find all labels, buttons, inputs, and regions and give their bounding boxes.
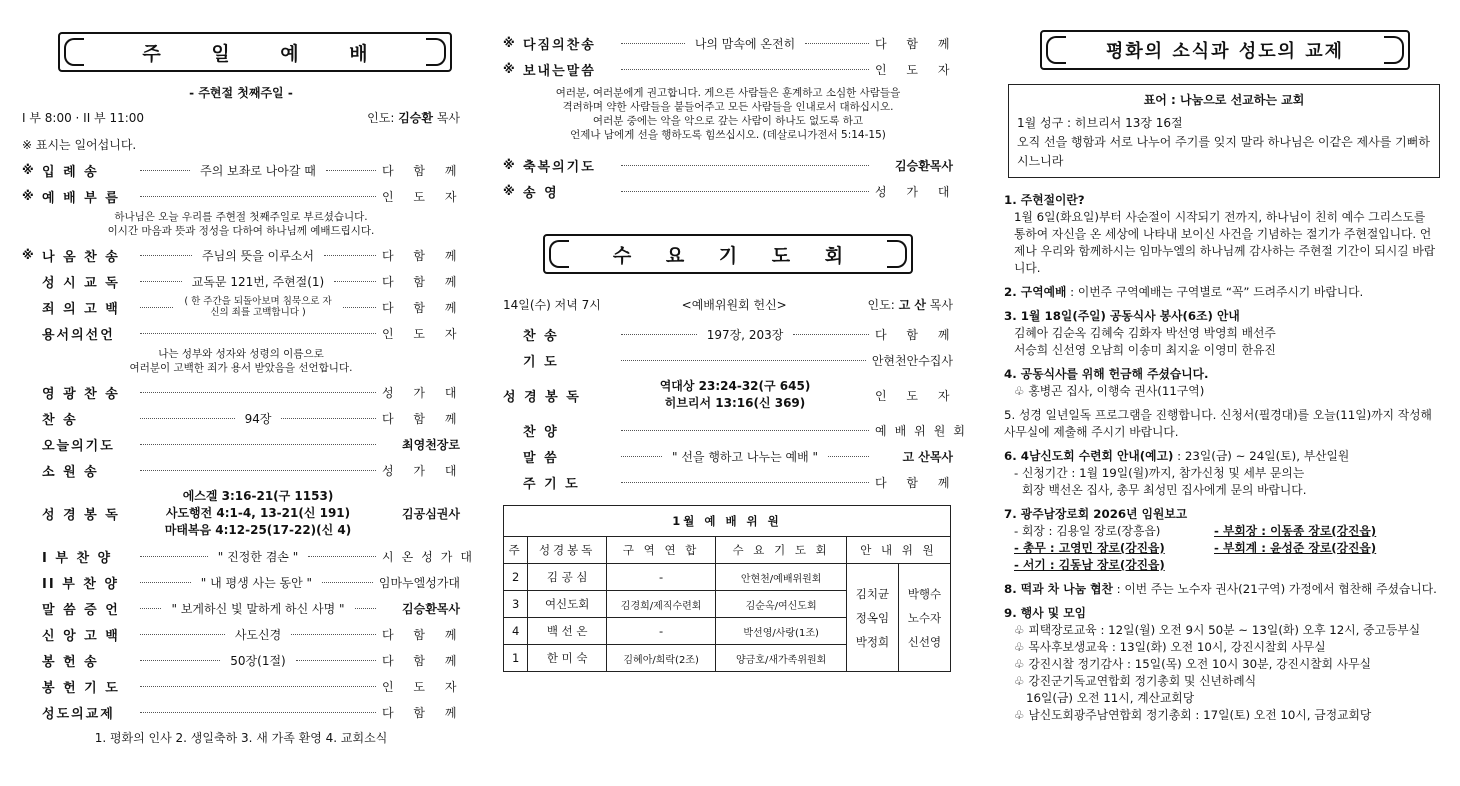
table-row: 3 여신도회 김경희/제직수련회 김순옥/여신도회 <box>504 591 951 618</box>
order-item: I 부 찬 양 " 진정한 겸손 " 시온성가대 <box>42 549 480 566</box>
service-times-row <box>22 109 460 126</box>
wednesday-presider: 인도: 고 산 목사 <box>867 298 953 312</box>
news-item: 8. 떡과 차 나눔 협찬 : 이번 주는 노수자 권사(21구역) 가정에서 협찬해 주셨습니다. <box>1004 582 1437 596</box>
order-item: ※ 축복의기도 김승환목사 <box>503 158 953 175</box>
order-item: 찬 양 예배위원회 <box>523 423 973 440</box>
committee-table: 1월 예 배 위 원 주 성경봉독 구 역 연 합 수 요 기 도 회 안 내 위 원 2 김 공 심 - 안현천/예배위원회 김치균 정옥임 박정희 박행수 노수자 신선영 3 여신도회 김경희/제직수련회 김순옥/여신도회 4 백 선 온 - 박선영/사랑(1조) 1 한 미 숙 김혜아/희락(2조) 양금호/새가족위원회 <box>503 505 951 672</box>
order-item: ※ 예 배 부 름 인 도 자 <box>22 189 465 206</box>
news-item: 6. 4남신도회 수련회 안내(예고) : 23일(금) ~ 24일(토), 부산일원 - 신청기간 : 1월 19일(월)까지, 참가신청 및 세부 문의는 회장 백선온 집사, 총무 최성민 집사에게 문의 바랍니다. <box>1004 449 1350 497</box>
order-item: 죄 의 고 백 ( 한 주간을 되돌아보며 침묵으로 자신의 죄를 고백합니다 ) 다 함 께 <box>42 296 465 318</box>
worship-order <box>22 157 465 483</box>
standing-note: ※ 표시는 일어섭니다. <box>22 138 137 152</box>
scripture-passages: 에스겔 3:16-21(구 1153) 사도행전 4:1-4, 13-21(신 191) 마태복음 4:12-25(17-22)(신 4) <box>164 488 352 537</box>
verse-ref: 1월 성구 : 히브리서 13장 16절 <box>1017 116 1183 130</box>
order-item: ※ 나 옴 찬 송 주님의 뜻을 이루소서 다 함 께 <box>22 248 465 265</box>
fellowship-list: 1. 평화의 인사 2. 생일축하 3. 새 가족 환영 4. 교회소식 <box>94 731 388 745</box>
worship-banner <box>58 32 452 72</box>
order-item: II 부 찬 양 " 내 평생 사는 동안 " 임마누엘성가대 <box>42 575 461 592</box>
order-item: 성 시 교 독 교독문 121번, 주현절(1) 다 함 께 <box>42 274 465 291</box>
wednesday-order <box>503 321 958 373</box>
order-item: 찬 송 197장, 203장 다 함 께 <box>523 327 958 344</box>
order-item: 용서의선언 인 도 자 <box>42 326 465 343</box>
order-item: 말 씀 증 언 " 보게하신 빛 말하게 하신 사명 " 김승환목사 <box>42 601 460 618</box>
news-list <box>1004 192 1440 724</box>
wednesday-banner <box>543 234 913 274</box>
closing-order <box>503 30 958 82</box>
table-row: 4 백 선 온 - 박선영/사랑(1조) <box>504 618 951 645</box>
motto-box <box>1008 84 1440 178</box>
item-description: 나는 성부와 성자와 성령의 이름으로 여러분이 고백한 죄가 용서 받았음을 선언합니다. <box>129 348 353 374</box>
committee-title: 1월 예 배 위 원 <box>504 506 951 537</box>
worship-title: 주 일 예 배 <box>142 42 390 65</box>
order-item: 오늘의기도 최영천장로 <box>42 437 460 454</box>
news-column <box>1000 0 1440 731</box>
sending-words: 여러분, 여러분에게 권고합니다. 게으른 사람들은 훈계하고 소심한 사람들을 격려하며 약한 사람들을 붙들어주고 모든 사람들을 인내로서 대하십시오. 여러분 중에는 악을 악으로 갚는 사람이 하나도 없도록 하고 언제나 남에게 선을 행하도록 힘쓰십시오. (데살로니가전서 5:14-15) <box>555 87 901 141</box>
presider: 인도: 김승환 목사 <box>367 111 460 125</box>
order-item: 기 도 안현천안수집사 <box>523 353 953 370</box>
news-item: 2. 구역예배 : 이번주 구역예배는 구역별로 “꼭” 드려주시기 바랍니다. <box>1004 285 1364 299</box>
order-item: ※ 송 영 성 가 대 <box>503 184 958 201</box>
table-row: 2 김 공 심 - 안현천/예배위원회 김치균 정옥임 박정희 박행수 노수자 신선영 <box>504 564 951 591</box>
service-times: I 부 8:00 · II 부 11:00 <box>22 111 145 125</box>
order-item: 찬 송 94장 다 함 께 <box>42 411 465 428</box>
wednesday-info <box>503 296 953 313</box>
order-item: 말 씀 " 선을 행하고 나누는 예배 " 고 산목사 <box>523 449 954 466</box>
order-item: 소 원 송 성 가 대 <box>42 463 465 480</box>
order-item: 봉 헌 기 도 인 도 자 <box>42 679 465 696</box>
scripture-reading: 성 경 봉 독 에스겔 3:16-21(구 1153) 사도행전 4:1-4, 13-21(신 191) 마태복음 4:12-25(17-22)(신 4) 김공심권사 <box>42 488 460 537</box>
ushers-a: 김치균 정옥임 박정희 <box>846 564 898 672</box>
news-banner <box>1040 30 1410 70</box>
closing-order-2 <box>503 152 958 204</box>
worship-subtitle: - 주현절 첫째주일 - <box>189 86 293 100</box>
table-row: 1 한 미 숙 김혜아/희락(2조) 양금호/새가족위원회 <box>504 645 951 672</box>
wednesday-date: 14일(수) 저녁 7시 <box>503 298 601 312</box>
worship-order-2 <box>22 543 480 725</box>
order-item: ※ 보내는말씀 인 도 자 <box>503 62 958 79</box>
wednesday-order-2 <box>503 417 973 495</box>
news-item: 7. 광주남장로회 2026년 임원보고 - 회장 : 김용일 장로(장흥읍) - 부회장 : 이동종 장로(강진읍) - 총무 : 고영민 장로(강진읍) - 부회계 : 윤성준 장로(강진읍) - 서기 : 김동남 장로(강진읍) <box>1004 507 1377 572</box>
order-item: ※ 다짐의찬송 나의 맘속에 온전히 다 함 께 <box>503 36 958 53</box>
news-item: 4. 공동식사를 위해 헌금해 주셨습니다. ♧ 홍병곤 집사, 이행숙 권사(11구역) <box>1004 367 1209 398</box>
news-item: 1. 주현절이란? 1월 6일(화요일)부터 사순절이 시작되기 전까지, 하나님이 친히 예수 그리스도를 통하여 자신을 온 세상에 나타내 보이신 사건을 기념하는 절기가 주현절입니다. 언제나 우리와 함께하시는 임마누엘의 하나님께 감사하는 주현절 기간이 되시길 바랍니다. <box>1004 193 1436 275</box>
order-item: 주 기 도 다 함 께 <box>523 475 958 492</box>
item-description: 하나님은 오늘 우리를 주현절 첫째주일로 부르셨습니다. 이시간 마음과 뜻과 정성을 다하여 하나님께 예배드립시다. <box>107 211 375 237</box>
worship-column <box>22 0 480 746</box>
order-item: 신 앙 고 백 사도신경 다 함 께 <box>42 627 465 644</box>
news-item: 9. 행사 및 모임 ♧ 피택장로교육 : 12일(월) 오전 9시 50분 ~ 13일(화) 오후 12시, 중고등부실 ♧ 목사후보생교육 : 13일(화) 오전 10시, 강진시찰회 사무실 ♧ 강진시찰 정기감사 : 15일(목) 오전 10시 30분, 강진시찰회 사무실 ♧ 강진군기독교연합회 정기총회 및 신년하례식 16일(금) 오전 11시, 계산교회당 ♧ 남신도회광주남연합회 정기총회 : 17일(토) 오전 10시, 금정교회당 <box>1004 606 1421 722</box>
order-item: 영 광 찬 송 성 가 대 <box>42 385 465 402</box>
news-item: 3. 1월 18일(주일) 공동식사 봉사(6조) 안내 김혜아 김순옥 김혜숙 김화자 박선영 박영희 배선주 서승희 신선영 오남희 이송미 최지윤 이영미 한유진 <box>1004 309 1276 357</box>
motto: 표어 : 나눔으로 선교하는 교회 <box>1143 93 1305 107</box>
news-item: 5. 성경 일년일독 프로그램을 진행합니다. 신청서(필경대)를 오늘(11일)까지 작성해 사무실에 제출해 주시기 바랍니다. <box>1004 408 1432 439</box>
ushers-b: 박행수 노수자 신선영 <box>898 564 950 672</box>
wednesday-theme: <예배위원회 헌신> <box>681 298 787 312</box>
verse-text: 오직 선을 행함과 서로 나누어 주기를 잊지 말라 하나님은 이같은 제사를 기뻐하시느니라 <box>1017 135 1430 168</box>
order-item: 봉 헌 송 50장(1절) 다 함 께 <box>42 653 465 670</box>
news-title: 평화의 소식과 성도의 교제 <box>1105 41 1345 62</box>
order-item: ※ 입 례 송 주의 보좌로 나아갈 때 다 함 께 <box>22 163 465 180</box>
wednesday-title: 수 요 기 도 회 <box>612 244 858 267</box>
wednesday-scripture: 성 경 봉 독 역대상 23:24-32(구 645) 히브리서 13:16(신 369) 인 도 자 <box>503 379 958 410</box>
middle-column <box>503 30 973 672</box>
order-item: 성도의교제 다 함 께 <box>42 705 465 722</box>
